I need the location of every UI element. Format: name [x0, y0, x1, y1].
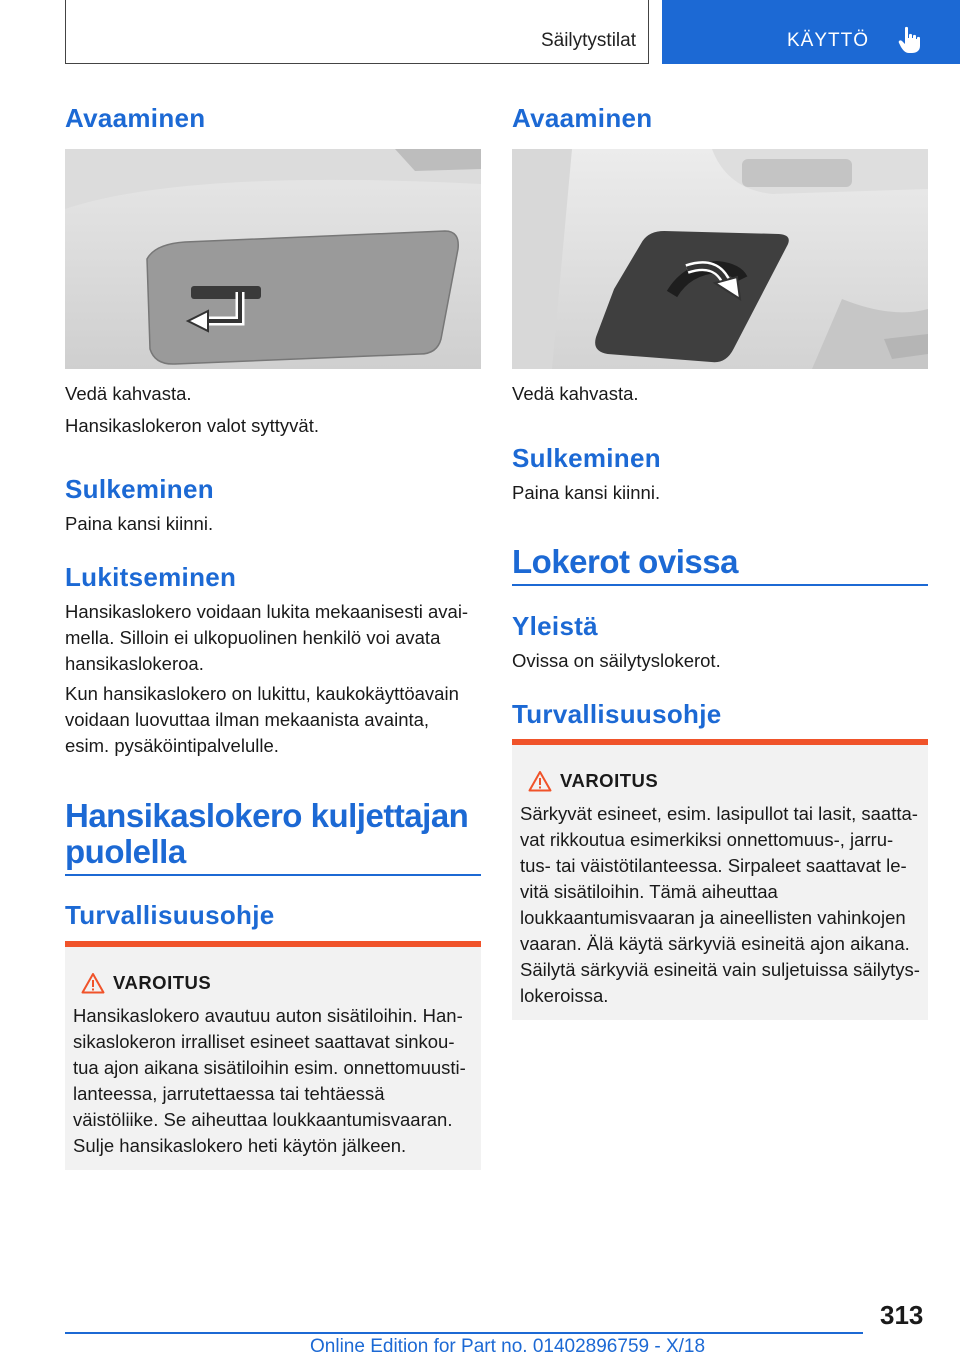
text-line: lanteessa, jarrutettaessa tai tehtäessä [73, 1083, 385, 1104]
text-line: sikaslokeron irralliset esineet saattavat sinkou‐ [73, 1031, 455, 1052]
warning-box-right [512, 739, 928, 1020]
warning-triangle-icon [528, 770, 552, 792]
text-line: mella. Silloin ei ulkopuolinen henkilö voi avata [65, 627, 441, 648]
text-lights-on: Hansikaslokeron valot syttyvät. [65, 415, 319, 436]
text-line: vitä sisätiloihin. Tämä aiheuttaa [520, 881, 778, 902]
text-line: Kun hansikaslokero on lukittu, kaukokäyttöavain [65, 683, 459, 704]
text-pull-handle: Vedä kahvasta. [65, 383, 192, 404]
text-line: vat rikkoutua esimerkiksi onnettomuus-, jarru‐ [520, 829, 894, 850]
text-locking-1 [65, 599, 481, 677]
section-rule [65, 874, 481, 876]
text-line: lokeroissa. [520, 985, 609, 1006]
section-rule [512, 584, 928, 586]
page-number: 313 [880, 1300, 924, 1330]
pointing-hand-icon [898, 26, 922, 54]
text-line: esim. pysäköintipalvelulle. [65, 735, 279, 756]
heading-opening: Avaaminen [65, 103, 206, 133]
text-line: tus- tai väistötilanteessa. Sirpaleet saattavat le‐ [520, 855, 907, 876]
heading-line: Hansikaslokero kuljettajan [65, 797, 469, 834]
text-general: Ovissa on säilytyslokerot. [512, 650, 721, 671]
warning-triangle-icon [81, 972, 105, 994]
warning-title: VAROITUS [113, 972, 212, 993]
text-locking-2 [65, 681, 481, 759]
text-line: Särkyvät esineet, esim. lasipullot tai lasit, saatta‐ [520, 803, 918, 824]
text-line: vaaran. Älä käytä särkyviä esineitä ajon aikana. [520, 933, 910, 954]
running-header [65, 0, 649, 64]
text-line: Säilytä särkyviä esineitä vain suljetuissa säilytys‐ [520, 959, 920, 980]
heading-locking: Lukitseminen [65, 562, 237, 592]
text-line: loukkaantumisvaaran ja aineellisten vahinkojen [520, 907, 906, 928]
warning-title: VAROITUS [560, 770, 659, 791]
heading-closing-right: Sulkeminen [512, 443, 661, 473]
chapter-tab [662, 0, 960, 64]
heading-driver-glovebox [65, 798, 468, 870]
text-line: voidaan luovuttaa ilman mekaanista avainta, [65, 709, 430, 730]
section-title: Säilytystilat [540, 30, 636, 51]
text-line: hansikaslokeroa. [65, 653, 204, 674]
warning-text [520, 801, 924, 1009]
heading-safety-right: Turvallisuusohje [512, 699, 722, 729]
heading-door-pockets: Lokerot ovissa [512, 543, 738, 580]
text-press-close: Paina kansi kiinni. [65, 513, 214, 534]
heading-line: puolella [65, 833, 186, 870]
chapter-title: KÄYTTÖ [787, 30, 870, 51]
text-line: Sulje hansikaslokero heti käytön jälkeen. [73, 1135, 407, 1156]
text-line: väistöliike. Se aiheuttaa loukkaantumisvaaran. [73, 1109, 453, 1130]
footer-edition: Online Edition for Part no. 01402896759 - X/18 [310, 1336, 706, 1357]
footer-rule [65, 1332, 863, 1334]
heading-closing: Sulkeminen [65, 474, 214, 504]
warning-box-left [65, 941, 481, 1170]
text-line: tua ajon aikana sisätiloihin esim. onnettomuusti‐ [73, 1057, 466, 1078]
heading-safety-left: Turvallisuusohje [65, 900, 275, 930]
text-press-close-right: Paina kansi kiinni. [512, 482, 661, 503]
text-pull-handle-right: Vedä kahvasta. [512, 383, 639, 404]
driver-glovebox-photo [512, 149, 928, 369]
warning-text [73, 1003, 477, 1159]
text-line: Hansikaslokero voidaan lukita mekaanisesti avai‐ [65, 601, 469, 622]
heading-general: Yleistä [512, 611, 598, 641]
glovebox-photo [65, 149, 481, 369]
heading-opening-right: Avaaminen [512, 103, 653, 133]
text-line: Hansikaslokero avautuu auton sisätiloihin. Han‐ [73, 1005, 463, 1026]
